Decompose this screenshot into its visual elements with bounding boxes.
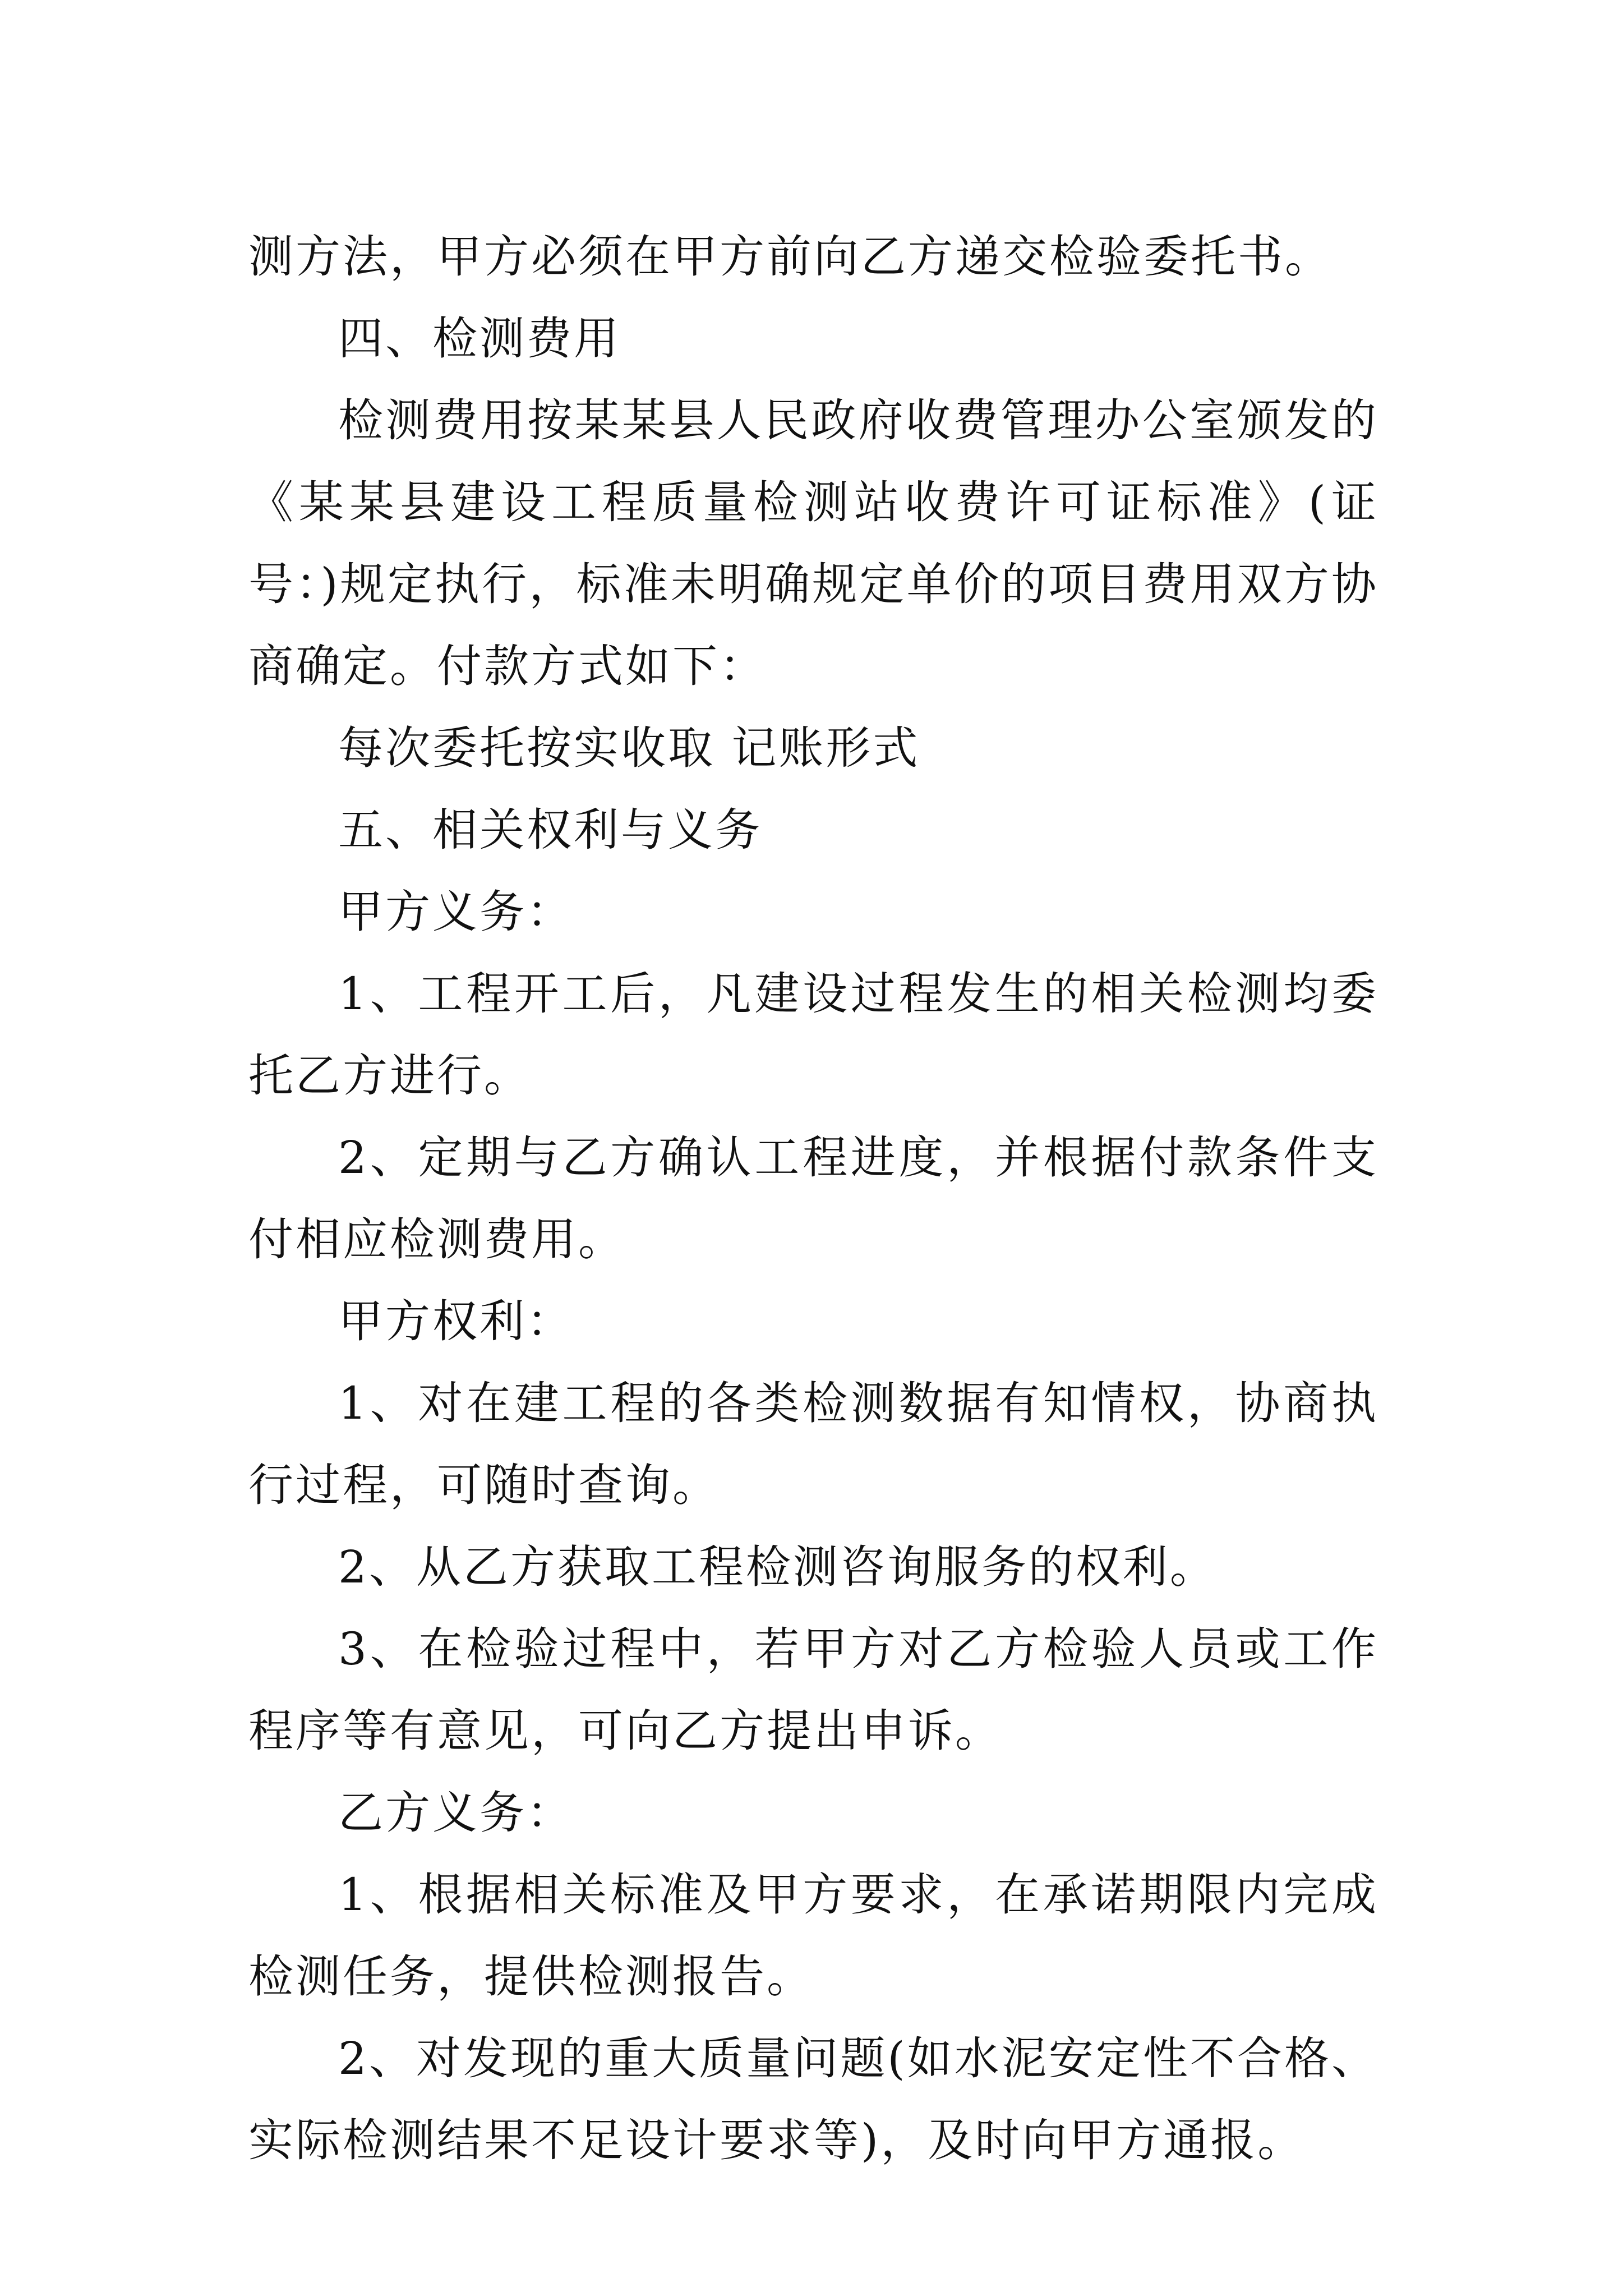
subheading-party-a-rights: 甲方权利：: [338, 1295, 574, 1347]
paragraph-payment-method: 每次委托按实收取 记账形式: [338, 722, 920, 774]
section-heading-rights: 五、相关权利与义务: [338, 804, 762, 856]
list-item: 2、对发现的重大质量问题(如水泥安定性不合格、实际检测结果不足设计要求等)，及时向甲方通报。: [248, 2032, 1378, 2166]
paragraph-fees: 检测费用按某某县人民政府收费管理办公室颁发的《某某县建设工程质量检测站收费许可证标准》(证号：)规定执行，标准未明确规定单价的项目费用双方协商确定。付款方式如下：: [248, 394, 1378, 692]
document-page: [248, 216, 1378, 2182]
subheading-party-a-duties: 甲方义务：: [338, 886, 574, 938]
list-item: 1、根据相关标准及甲方要求，在承诺期限内完成检测任务，提供检测报告。: [248, 1869, 1378, 2003]
list-item: 1、工程开工后，凡建设过程发生的相关检测均委托乙方进行。: [248, 968, 1378, 1102]
paragraph-continuation: 测方法，甲方必须在甲方前向乙方递交检验委托书。: [248, 231, 1332, 283]
list-item: 1、对在建工程的各类检测数据有知情权，协商执行过程，可随时查询。: [248, 1377, 1378, 1511]
list-item: 2、从乙方获取工程检测咨询服务的权利。: [338, 1541, 1217, 1593]
list-item: 2、定期与乙方确认工程进度，并根据付款条件支付相应检测费用。: [248, 1131, 1378, 1266]
section-heading-fees: 四、检测费用: [338, 312, 621, 365]
subheading-party-b-duties: 乙方义务：: [338, 1787, 574, 1839]
list-item: 3、在检验过程中，若甲方对乙方检验人员或工作程序等有意见，可向乙方提出申诉。: [248, 1623, 1378, 1757]
